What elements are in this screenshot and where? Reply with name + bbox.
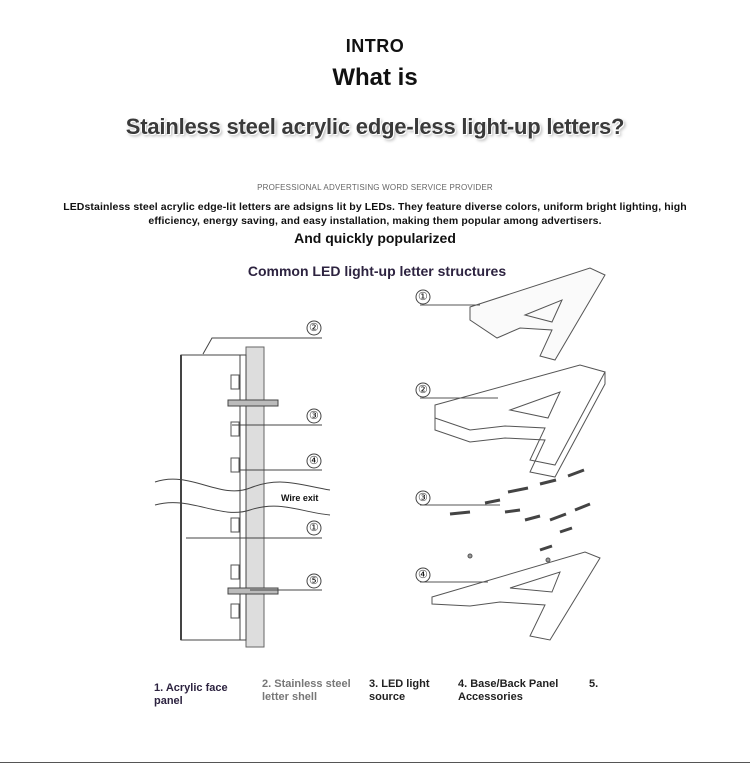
marker-3-left: ③: [309, 410, 319, 422]
intro-label: INTRO: [345, 36, 405, 56]
caption-5: 5.: [589, 678, 599, 690]
marker-1-left: ①: [309, 522, 319, 534]
marker-2-left: ②: [309, 322, 319, 334]
marker-4-left: ④: [309, 455, 319, 467]
headline: Stainless steel acrylic edge-less light-up letters?: [125, 114, 625, 139]
what-is-heading: What is: [332, 64, 418, 91]
marker-1-right: ①: [418, 291, 428, 303]
caption-base-back-panel: 4. Base/Back Panel Accessories: [458, 678, 559, 703]
caption-acrylic-face-panel: 1. Acrylic face panel: [154, 682, 228, 707]
marker-2-right: ②: [418, 384, 428, 396]
structures-title: Common LED light-up letter structures: [247, 263, 507, 279]
marker-3-right: ③: [418, 492, 428, 504]
exploded-letter-diagram: [420, 268, 605, 640]
caption-stainless-shell: 2. Stainless steel letter shell: [262, 678, 351, 703]
description: LEDstainless steel acrylic edge-lit letters are adsigns lit by LEDs. They feature diverse colors, uniform bright lighting, high efficiency, energy saving, and easy installation, making them popular among advertisers.: [63, 201, 687, 227]
marker-5-left: ⑤: [309, 575, 319, 587]
marker-4-right: ④: [418, 569, 428, 581]
bottom-divider: [0, 762, 750, 763]
wire-exit-label: Wire exit: [281, 493, 319, 503]
caption-led-light-source: 3. LED light source: [369, 678, 430, 703]
popularized-text: And quickly popularized: [294, 230, 456, 246]
subtitle: PROFESSIONAL ADVERTISING WORD SERVICE PROVIDER: [257, 183, 493, 192]
